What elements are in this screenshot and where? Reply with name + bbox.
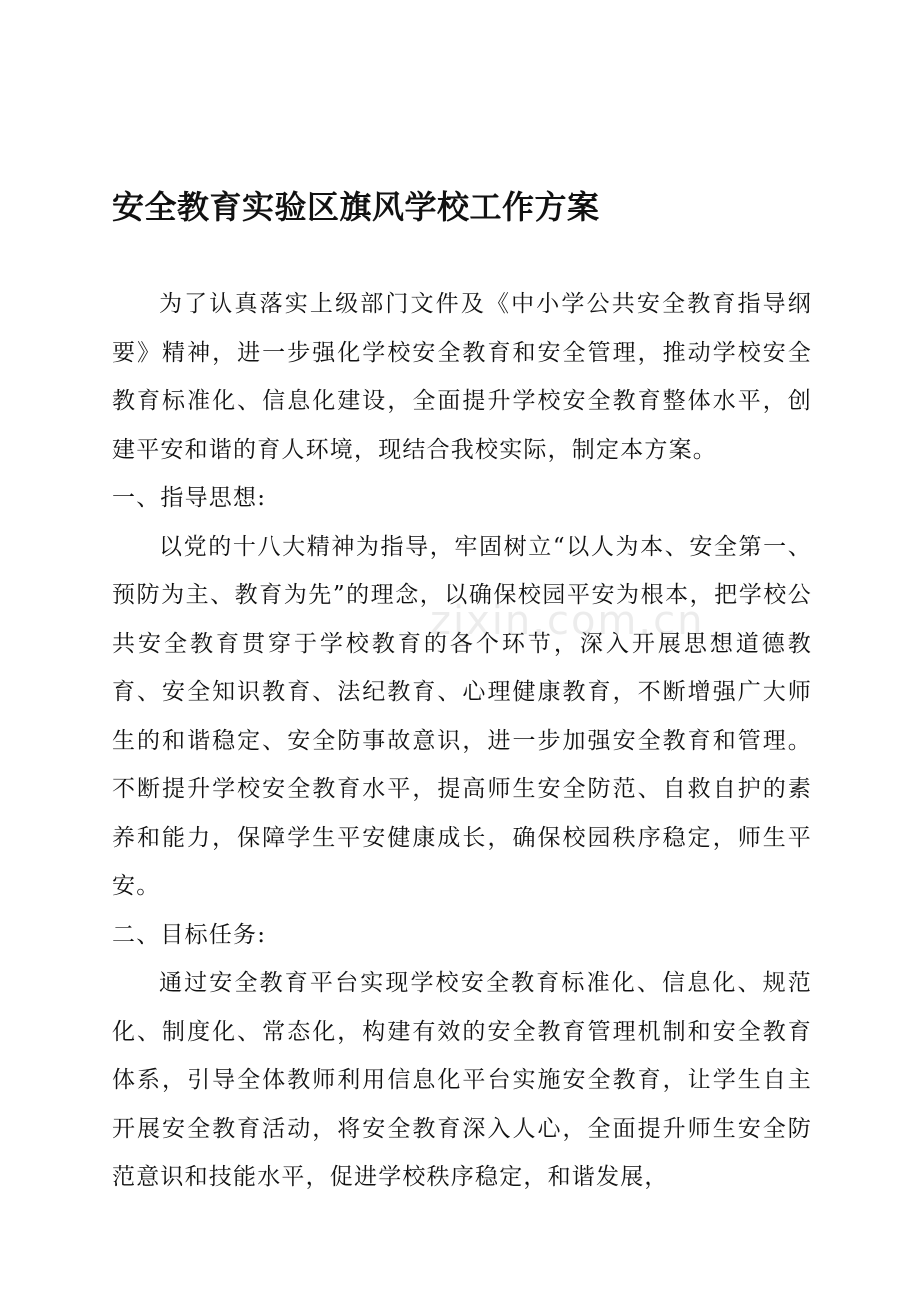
watermark: zixin.com.cn (430, 598, 705, 644)
section-heading-guiding-ideology: 一、指导思想: (112, 485, 267, 511)
section-heading-goals: 二、目标任务: (112, 921, 267, 948)
document-title: 安全教育实验区旗风学校工作方案 (112, 188, 600, 226)
section-body-guiding-ideology: 以党的十八大精神为指导，牢固树立“以人为本、安全第一、预防为主、教育为先”的理念，以确保校园平安为根本，把学校公共安全教育贯穿于学校教育的各个环节，深入开展思想道德教育、安全知识教育、法纪教育、心理健康教育，不断增强广大师生的和谐稳定、安全防事故意识，进一步加强安全教育和管理。不断提升学校安全教育水平，提高师生安全防范、自救自护的素养和能力，保障学生平安健康成长，确保校园秩序稳定，师生平安。 (112, 533, 812, 899)
document-body (112, 280, 812, 1202)
intro-paragraph: 为了认真落实上级部门文件及《中小学公共安全教育指导纲要》精神，进一步强化学校安全教育和安全管理，推动学校安全教育标准化、信息化建设，全面提升学校安全教育整体水平，创建平安和谐的育人环境，现结合我校实际，制定本方案。 (112, 291, 812, 463)
section-body-goals: 通过安全教育平台实现学校安全教育标准化、信息化、规范化、制度化、常态化，构建有效的安全教育管理机制和安全教育体系，引导全体教师利用信息化平台实施安全教育，让学生自主开展安全教育活动，将安全教育深入人心，全面提升师生安全防范意识和技能水平，促进学校秩序稳定，和谐发展， (112, 970, 812, 1190)
